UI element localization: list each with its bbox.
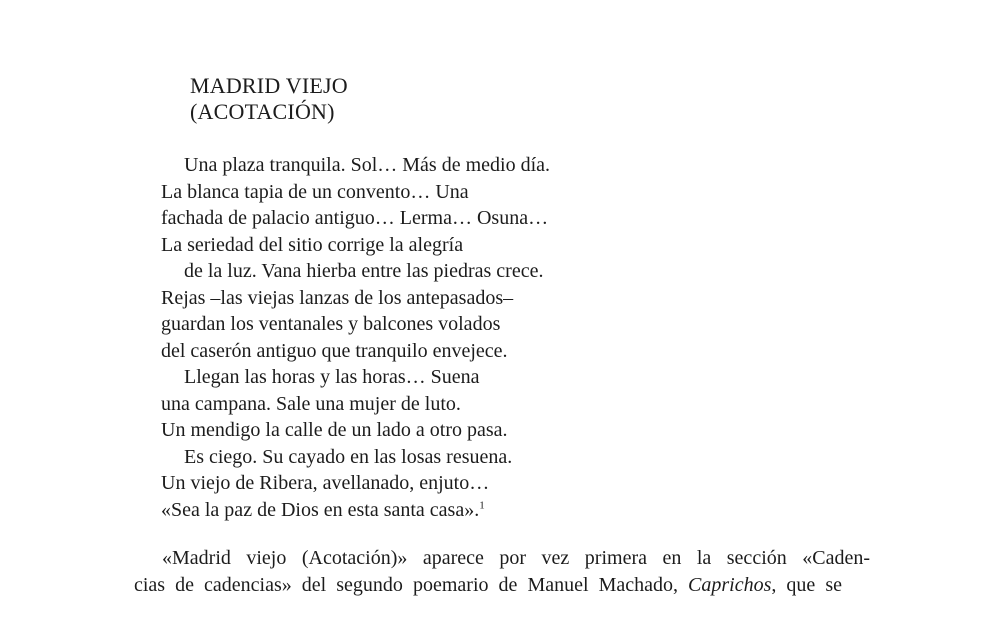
prose-line-2 <box>134 572 842 599</box>
verse: Es ciego. Su cayado en las losas resuena. <box>184 445 513 468</box>
verse: Un mendigo la calle de un lado a otro pasa. <box>161 419 508 441</box>
verse: La blanca tapia de un convento… Una <box>161 180 469 203</box>
verse: Una plaza tranquila. Sol… Más de medio día. <box>184 154 551 176</box>
verse: Un viejo de Ribera, avellanado, enjuto… <box>161 472 490 494</box>
poem-body <box>161 152 550 523</box>
verse: La seriedad del sitio corrige la alegría <box>161 233 464 256</box>
prose-line-2-end: , que se <box>771 574 843 596</box>
verse: de la luz. Vana hierba entre las piedras crece. <box>184 260 544 282</box>
verse: Rejas –las viejas lanzas de los antepasados– <box>161 286 514 309</box>
book-title-caprichos: Caprichos <box>688 574 772 596</box>
poem-title <box>190 73 348 125</box>
poem-title-line-2: (ACOTACIÓN) <box>190 99 335 124</box>
verse: del caserón antiguo que tranquilo envejece. <box>161 339 508 362</box>
prose-paragraph <box>134 545 870 599</box>
poem-title-line-1: MADRID VIEJO <box>190 73 348 98</box>
prose-line-1: «Madrid viejo (Acotación)» aparece por vez primera en la sección «Caden- <box>162 547 870 569</box>
verse-text: «Sea la paz de Dios en esta santa casa». <box>161 498 480 521</box>
verse-last <box>161 497 550 524</box>
verse: fachada de palacio antiguo… Lerma… Osuna… <box>161 207 549 229</box>
verse: guardan los ventanales y balcones volados <box>161 313 501 335</box>
verse: Llegan las horas y las horas… Suena <box>184 366 480 388</box>
footnote-marker[interactable]: 1 <box>479 498 485 511</box>
prose-line-2-start: cias de cadencias» del segundo poemario de Manuel Machado, <box>134 574 689 596</box>
verse: una campana. Sale una mujer de luto. <box>161 392 461 415</box>
